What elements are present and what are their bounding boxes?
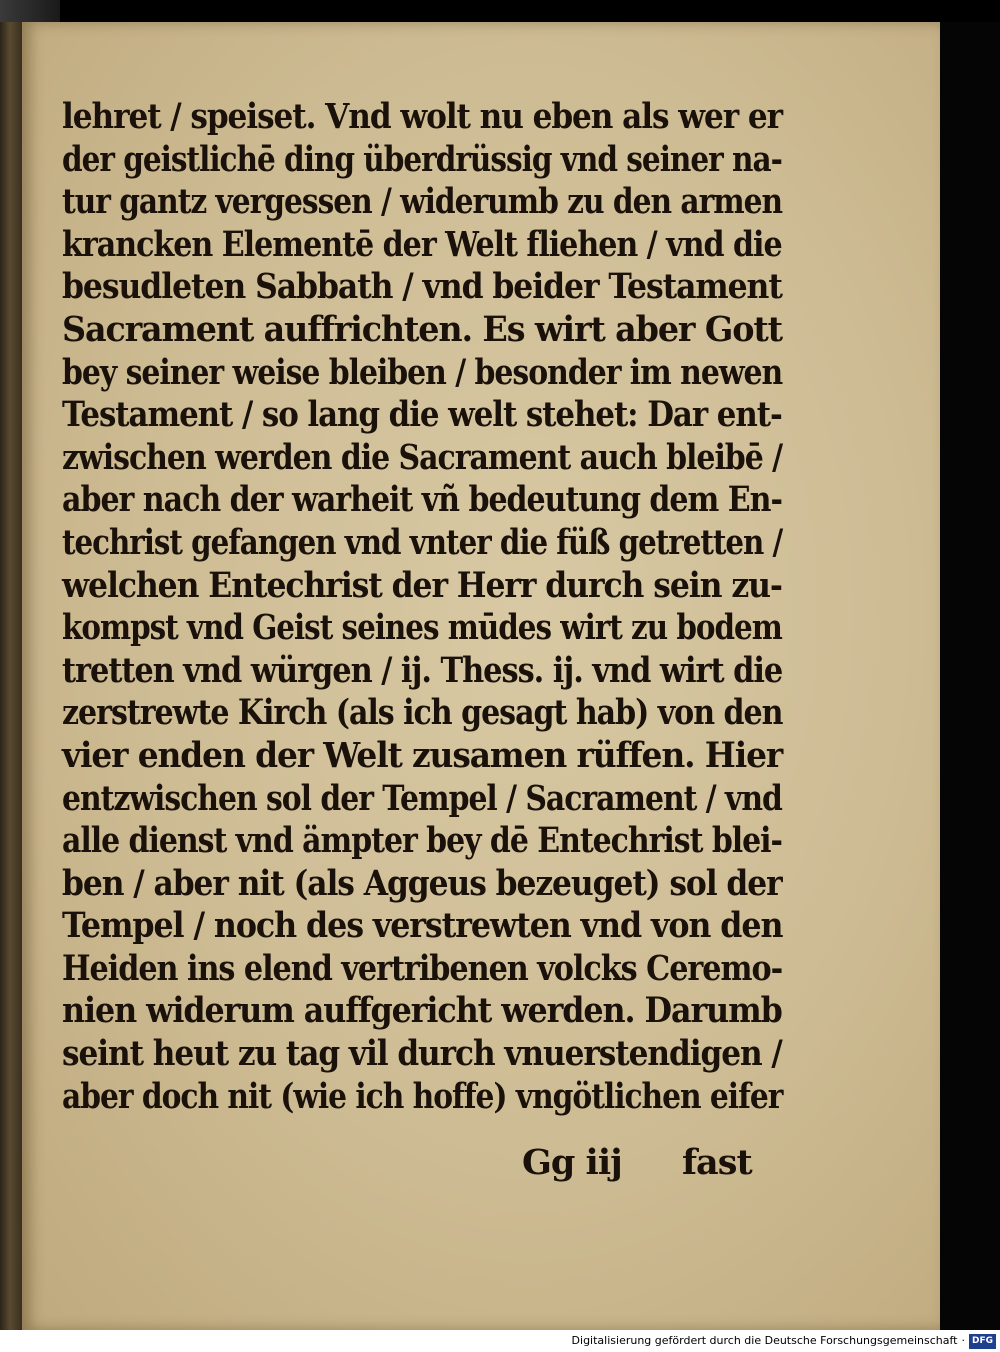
footer-credit-text: Digitalisierung gefördert durch die Deutsche Forschungsgemeinschaft: [571, 1334, 958, 1347]
text-line: seint heut zu tag vil durch vnuerstendigen /: [62, 1033, 782, 1075]
text-line: zerstrewte Kirch (als ich gesagt hab) von den: [62, 692, 783, 734]
signature-mark: Gg iij: [522, 1142, 622, 1183]
text-line: lehret / speiset. Vnd wolt nu eben als wer er: [62, 96, 782, 137]
text-line: Tempel / noch des verstrewten vnd von den: [62, 905, 783, 947]
text-line: techrist gefangen vnd vnter die füß getretten /: [62, 521, 783, 563]
text-line: besudleten Sabbath / vnd beider Testament: [62, 266, 782, 308]
text-line: alle dienst vnd ämpter bey dē Entechrist blei-: [62, 820, 782, 862]
text-line: aber doch nit (wie ich hoffe) vngötlichen eifer: [62, 1075, 783, 1117]
text-line: Sacrament auffrichten. Es wirt aber Gott: [62, 308, 782, 350]
catchword: fast: [682, 1142, 752, 1183]
text-line: zwischen werden die Sacrament auch bleibē /: [62, 436, 783, 478]
book-binding-edge: [0, 0, 22, 1330]
text-line: entzwischen sol der Tempel / Sacrament / vnd: [62, 777, 782, 819]
text-line: Heiden ins elend vertribenen volcks Ceremo-: [62, 947, 783, 989]
footer-separator: ·: [961, 1334, 965, 1347]
dfg-logo-icon[interactable]: DFG: [969, 1334, 996, 1349]
footer-credit-bar: [0, 1330, 1000, 1352]
page-text: [62, 96, 782, 1118]
text-line: Testament / so lang die welt stehet: Dar ent-: [62, 394, 782, 436]
scan-border: [940, 22, 1000, 1330]
text-line: aber nach der warheit vñ bedeutung dem En-: [62, 479, 782, 521]
text-line: der geistlichē ding überdrüssig vnd seiner na-: [62, 138, 782, 180]
text-line: tur gantz vergessen / widerumb zu den armen: [62, 181, 783, 223]
text-line: nien widerum auffgericht werden. Darumb: [62, 990, 782, 1032]
scan-border: [0, 0, 60, 22]
text-line: welchen Entechrist der Herr durch sein zu-: [62, 564, 782, 606]
text-line: vier enden der Welt zusamen rüffen. Hier: [62, 734, 783, 776]
text-line: tretten vnd würgen / ij. Thess. ij. vnd wirt die: [62, 649, 783, 691]
text-line: kompst vnd Geist seines mūdes wirt zu bodem: [62, 607, 782, 649]
text-line: krancken Elementē der Welt fliehen / vnd die: [62, 223, 782, 265]
text-line: ben / aber nit (als Aggeus bezeuget) sol der: [62, 862, 782, 904]
text-line: bey seiner weise bleiben / besonder im newen: [62, 351, 783, 393]
